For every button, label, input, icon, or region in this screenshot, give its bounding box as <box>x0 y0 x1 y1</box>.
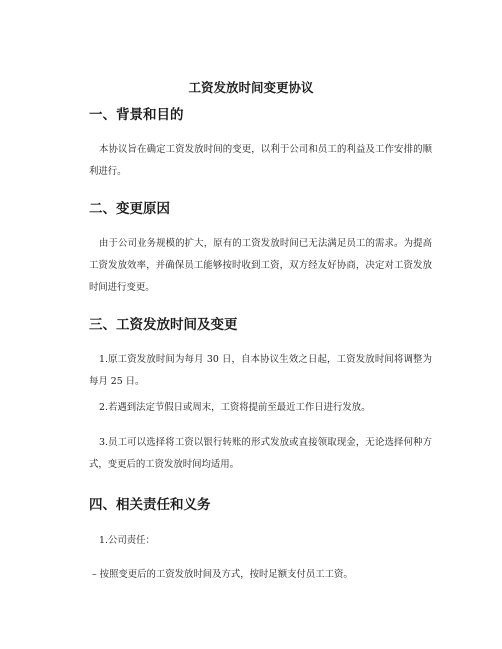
list-item: – 按照变更后的工资发放时间及方式，按时足额支付员工工资。 <box>92 569 353 580</box>
section-paragraph: 由于公司业务规模的扩大，原有的工资发放时间已无法满足员工的需求。为提高工资发放效率，并确保员工能够按时收到工资，双方经友好协商，决定对工资发放时间进行变更。 <box>89 238 432 293</box>
section-paragraph: 2.若遇到法定节假日或周末，工资将提前至最近工作日进行发放。 <box>99 402 371 413</box>
document-title: 工资发放时间变更协议 <box>188 80 314 95</box>
section-paragraph: 本协议旨在确定工资发放时间的变更，以利于公司和员工的利益及工作安排的顺利进行。 <box>89 144 432 177</box>
section-heading-background: 一、背景和目的 <box>89 107 184 123</box>
section-heading-schedule-change: 三、工资发放时间及变更 <box>89 317 238 333</box>
section-paragraph: 3.员工可以选择将工资以银行转账的形式发放或直接领取现金，无论选择何种方式，变更后的工资发放时间均适用。 <box>89 437 432 470</box>
section-paragraph: 1.原工资发放时间为每月 30 日，自本协议生效之日起，工资发放时间将调整为每月 25 日。 <box>89 354 432 387</box>
section-paragraph: 1.公司责任： <box>99 535 155 546</box>
section-heading-responsibilities: 四、相关责任和义务 <box>89 497 211 513</box>
section-heading-reason: 二、变更原因 <box>89 201 170 217</box>
